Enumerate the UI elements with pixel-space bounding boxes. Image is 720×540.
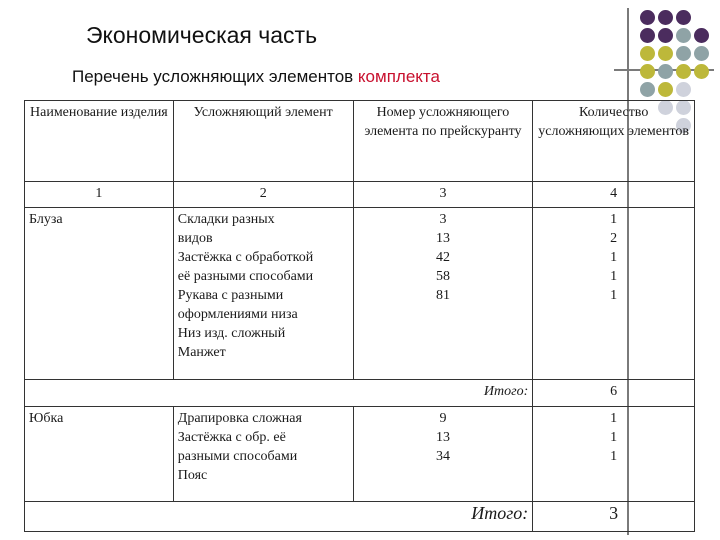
item-name: Блуза [25,208,174,380]
column-number: 2 [173,182,353,208]
decor-dot [640,82,655,97]
total-value: 3 [533,502,695,532]
count-value: 1 [610,250,618,265]
element-line: Драпировка сложная [177,411,302,426]
code-value: 9 [439,411,447,426]
element-line: Манжет [177,345,226,360]
element-line: Пояс [177,468,208,483]
column-number: 1 [25,182,174,208]
count-list [533,208,695,380]
count-value: 1 [610,212,618,227]
decor-dot [640,46,655,61]
count-value: 1 [610,449,618,464]
decor-dot [658,82,673,97]
decor-dot [658,10,673,25]
element-line: Застёжка с обработкой [177,250,314,265]
decor-dot [676,46,691,61]
decor-dot [694,64,709,79]
decor-dot [640,28,655,43]
element-list [173,208,353,380]
subtitle-accent: комплекта [357,67,440,86]
table-number-row [25,182,695,208]
code-value: 81 [435,288,450,303]
code-list [353,208,533,380]
decor-dot [676,28,691,43]
table-header-row [25,101,695,182]
complexity-table [24,100,695,532]
element-line: её разными способами [177,269,314,284]
count-value: 1 [610,430,618,445]
table-row-blouse [25,208,695,380]
code-value: 3 [439,212,447,227]
code-value: 58 [435,269,450,284]
code-value: 34 [435,449,450,464]
decor-dot [676,10,691,25]
decor-dot [694,46,709,61]
decor-dot [676,64,691,79]
table-row-total-skirt [25,502,695,532]
code-list [353,407,533,502]
element-list [173,407,353,502]
count-value: 1 [610,288,618,303]
code-value: 42 [435,250,450,265]
element-line: Застёжка с обр. её [177,430,286,445]
subtitle-main: Перечень усложняющих элементов [72,67,358,86]
element-line: Рукава с разными [177,288,284,303]
page-subtitle [72,67,440,87]
table-row-total-blouse [25,380,695,407]
header-item-name: Наименование изделия [25,101,174,182]
decor-dot [694,28,709,43]
decor-dot [658,28,673,43]
header-element: Усложняющий элемент [173,101,353,182]
decor-dot [640,10,655,25]
column-number: 3 [353,182,533,208]
count-value: 1 [610,269,618,284]
table-row-skirt [25,407,695,502]
element-line: оформлениями низа [177,307,298,322]
column-number: 4 [533,182,695,208]
count-value: 1 [610,411,618,426]
total-value: 6 [533,380,695,407]
total-label: Итого: [25,380,533,407]
code-value: 13 [435,231,450,246]
decor-dot [658,46,673,61]
count-value: 2 [610,231,618,246]
decor-dot [658,64,673,79]
header-code: Номер усложняющего элемента по прейскуранту [353,101,533,182]
decor-dot [676,82,691,97]
element-line: Низ изд. сложный [177,326,286,341]
header-count: Количество усложняющих элементов [533,101,695,182]
count-list [533,407,695,502]
element-line: Складки разных [177,212,275,227]
item-name: Юбка [25,407,174,502]
code-value: 13 [435,430,450,445]
page-title: Экономическая часть [86,22,318,48]
element-line: видов [177,231,213,246]
decor-dot [640,64,655,79]
total-label: Итого: [25,502,533,532]
element-line: разными способами [177,449,298,464]
